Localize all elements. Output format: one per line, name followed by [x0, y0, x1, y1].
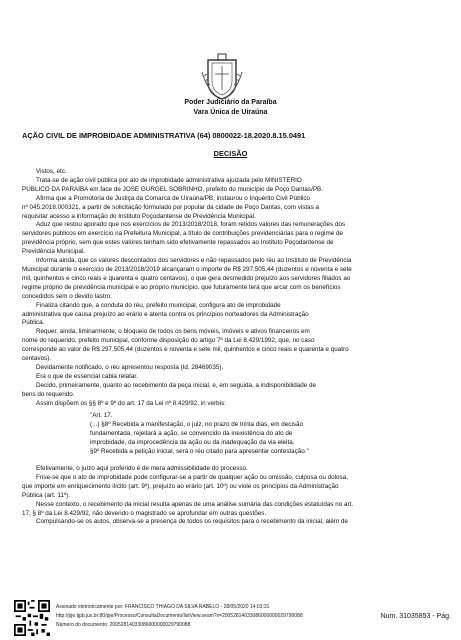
body-line: regime próprio de previdência municipal e ao próprio município, que futuramente terá que arcar com os benefícios [22, 283, 341, 291]
body-line: nome do requerido, prefeito municipal, conforme disposição do artigo 7º da Lei 8.429/1992, que, no caso [22, 337, 315, 345]
body-line: bens do requerido. [22, 390, 75, 398]
document-title-text: DECISÃO [213, 149, 248, 158]
signature-info: Assinado eletronicamente por: FRANCISCO THIAGO DA SILVA RABELO - 28/05/2020 14:03:31 [56, 604, 270, 610]
body-line: Devidamente notificado, o réu apresentou resposta (Id. 28469035). [36, 363, 224, 371]
body-text [22, 168, 440, 408]
body-line: Efetivamente, o juízo aqui proferido é de mera admissibilidade do processo. [36, 465, 248, 472]
body-line: previdência próprio, sem que estes valores tenham sido efetivamente repassados ao Instituto Poçodantense de [22, 239, 334, 247]
body-line: Assim dispõem os §§ 8º e 9º do art. 17 da Lei nº 8.429/92, in verbis: [36, 399, 226, 407]
body-line: Era o que de essencial cabia relatar. [36, 372, 138, 380]
body-line: mil, quinhentos e cinco reais e quarenta e quatro centavos), o que gera desmedido prejuízo aos servidores filiados ao [22, 274, 351, 282]
body-line: Previdência Municipal. [22, 248, 85, 256]
body-line: Aduz que restou apurado que nos exercícios de 2013/2018/2018, foram retidos valores das remunerações dos [36, 221, 346, 229]
body-line: servidores públicos em exercício na Prefeitura Municipal, a título de contribuições previdenciárias para o regime de [22, 230, 343, 238]
body-line: administrativa que causa prejuízo ao erário e atenta contra os princípios norteadores da Administração [22, 310, 309, 318]
body-line: Finaliza citando que, a conduta do réu, prefeito municipal, configura ato de improbidade [36, 301, 281, 309]
body-line: PÚBLICO DA PARAÍBA em face de JOSÉ GURGEL SOBRINHO, prefeito do município de Poço Dantas/PB. [22, 185, 323, 193]
coat-of-arms-emblem [200, 52, 244, 102]
body-line: Requer, ainda, liminarmente, o bloqueio de todos os bens móveis, imóveis e ativos financeiros em [36, 328, 310, 336]
court-name: Poder Judiciário da Paraíba [184, 99, 277, 106]
document-title [0, 149, 461, 158]
body-line: 17, § 8º da Lei 8.429/92, não devendo o magistrado se aprofundar em outras questões. [22, 509, 267, 517]
body-line: corresponde ao valor de R$ 297.505,44 (duzentos e noventa e sete mil, quinhentos e cinco reais e quarenta e quatro [22, 346, 349, 354]
qr-code-icon [14, 600, 50, 636]
quote-line: §9º Recebida a petição inicial, será o réu citado para apresentar contestação." [90, 447, 309, 455]
body-line: concedidos sem o devido lastro. [22, 292, 112, 300]
body-text-continued [22, 465, 440, 527]
legal-quote [90, 412, 440, 457]
body-line: Compulsando-se os autos, observa-se a presença de todos os requisitos para o recebimento da inicial, além de [36, 518, 348, 526]
quote-line: improbidade, da improcedência da ação ou da inadequação da via eleita. [90, 438, 295, 446]
body-line: Municipal durante o exercício de 2013/2018/2019 alcançaram o importe de R$ 297.505,44 (duzentos e noventa e sete [22, 265, 352, 273]
body-line: Pública (art. 11º). [22, 491, 71, 499]
case-identifier: AÇÃO CIVIL DE IMPROBIDADE ADMINISTRATIVA (64) 0800022-18.2020.8.15.0491 [22, 131, 306, 140]
signature-footer [0, 598, 461, 640]
verification-link[interactable]: http://pje.tjpb.jus.br:80/pje/Processo/ConsultaDocumento/listView.seam?x=20052814033086000000029790088 [56, 613, 303, 619]
body-line: Afirma que a Promotoria de Justiça da Comarca de Uiraúna/PB, instaurou o Inquérito Civil Público [36, 194, 311, 202]
body-line: Trata-se de ação civil pública por ato de improbidade administrativa ajuizada pelo MINISTÉRIO [36, 176, 302, 184]
body-line: centavos). [22, 355, 52, 363]
body-line: Frise-se que o ato de improbidade pode configurar-se a partir de qualquer ação ou omissão, culposa ou dolosa, [36, 473, 348, 481]
body-line: Vistos, etc. [36, 168, 67, 175]
body-line: requisitar acesso a informação do Instituto Poçodantense de Previdência Municipal. [22, 212, 256, 220]
court-unit: Vara Única de Uiraúna [193, 109, 268, 116]
quote-line: "Art. 17. [90, 412, 113, 419]
body-line: Nesse contexto, o recebimento da inicial resulta apenas de uma análise sumária das condições estatuídas no art. [36, 500, 354, 508]
body-line: que importe em enriquecimento ilícito (art. 9º), prejuízo ao erário (art. 10º) ou viole os princípios da Administração [22, 482, 339, 490]
page-number: Num. 31035853 - Pág. [380, 613, 451, 620]
document-number: Número do documento: 20052814033086000000029790088 [56, 622, 191, 628]
quote-line: (...) §8º Recebida a manifestação, o juiz, no prazo de trinta dias, em decisão [90, 420, 304, 428]
body-line: Decido, primeiramente, quanto ao recebimento da peça inicial, e, em seguida, a indisponibilidade de [36, 381, 317, 389]
body-line: Pública. [22, 319, 45, 327]
body-line: Informa ainda, que os valores descontados dos servidores e não repassados pelo réu ao Instituto de Previdência [36, 257, 352, 265]
body-line: nº 045.2018.000321, a partir de solicitação formulado por popular da cidade de Poço Dantas, com vistas a [22, 203, 320, 211]
quote-line: fundamentada, rejeitará a ação, se convencido da inexistência do ato de [90, 429, 293, 437]
